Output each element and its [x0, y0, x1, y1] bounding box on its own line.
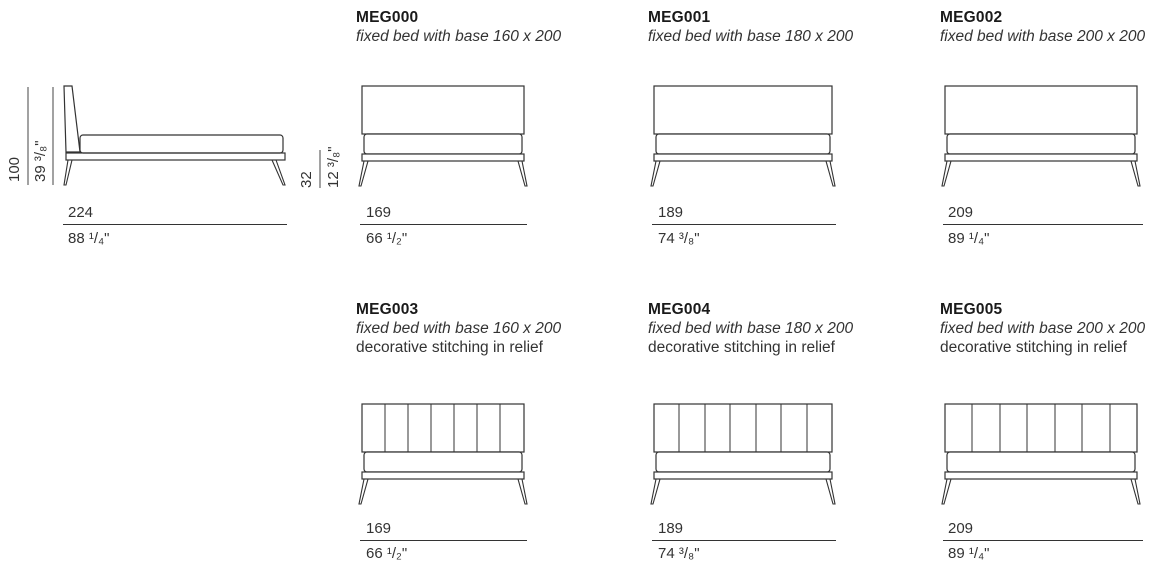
bed-front-view-stitched	[940, 398, 1150, 508]
width-in: 66 ¹/₂"	[366, 230, 408, 247]
model-note: decorative stitching in relief	[648, 339, 835, 356]
side-height-cm: 100	[6, 156, 23, 182]
width-in: 89 ¹/₄"	[948, 545, 990, 562]
width-in: 74 ³/₈"	[658, 545, 700, 562]
width-cm: 209	[948, 204, 974, 221]
model-description: fixed bed with base 180 x 200	[648, 28, 854, 45]
side-length-cm: 224	[68, 204, 94, 221]
width-in: 89 ¹/₄"	[948, 230, 990, 247]
model-note: decorative stitching in relief	[356, 339, 543, 356]
width-rule	[943, 540, 1143, 541]
width-in: 74 ³/₈"	[658, 230, 700, 247]
width-rule	[360, 224, 527, 225]
frame-height-line	[312, 0, 332, 200]
width-rule	[652, 540, 836, 541]
model-code: MEG005	[940, 301, 1003, 318]
frame-height-cm: 32	[298, 171, 315, 188]
model-code: MEG004	[648, 301, 711, 318]
width-rule	[652, 224, 836, 225]
frame-height-in: 12 ³/₈"	[325, 146, 342, 188]
model-code: MEG002	[940, 9, 1003, 26]
width-cm: 209	[948, 520, 974, 537]
side-view-drawing	[0, 0, 300, 200]
model-note: decorative stitching in relief	[940, 339, 1127, 356]
model-code: MEG000	[356, 9, 419, 26]
width-rule	[360, 540, 527, 541]
bed-front-view-stitched	[648, 398, 848, 508]
side-height-in: 39 ³/₈"	[32, 140, 49, 182]
bed-front-view	[356, 80, 536, 190]
width-cm: 169	[366, 520, 392, 537]
model-description: fixed bed with base 180 x 200	[648, 320, 854, 337]
bed-front-view-stitched	[356, 398, 536, 508]
width-cm: 169	[366, 204, 392, 221]
width-cm: 189	[658, 204, 684, 221]
width-cm: 189	[658, 520, 684, 537]
side-length-rule	[63, 224, 287, 225]
bed-front-view	[940, 80, 1150, 190]
model-code: MEG003	[356, 301, 419, 318]
side-length-in: 88 ¹/₄"	[68, 230, 110, 247]
model-description: fixed bed with base 200 x 200	[940, 28, 1146, 45]
width-in: 66 ¹/₂"	[366, 545, 408, 562]
model-description: fixed bed with base 160 x 200	[356, 320, 562, 337]
bed-front-view	[648, 80, 848, 190]
model-description: fixed bed with base 160 x 200	[356, 28, 562, 45]
width-rule	[943, 224, 1143, 225]
model-description: fixed bed with base 200 x 200	[940, 320, 1146, 337]
model-code: MEG001	[648, 9, 711, 26]
